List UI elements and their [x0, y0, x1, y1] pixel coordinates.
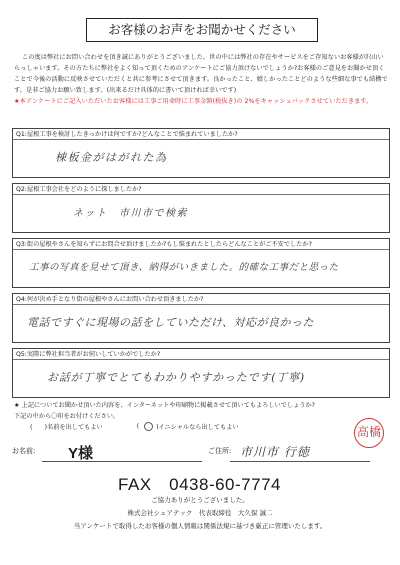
answer-text-q5: お話が丁寧でとてもわかりやすかったです(丁寧) — [47, 371, 305, 384]
option-initial-ok[interactable] — [137, 422, 239, 431]
intro-paragraph: この度は弊社にお問い合わせを頂き誠にありがとうございました。世の中には弊社の存在やサービスをご存知ないお客様が沢山いらっしゃいます。その方たちに弊社をよく知って頂くためのアンケートにご協力頂けないでしょうか?お客様のご意見をお聞かせ頂くことで今後の活動に反映させていただくと共に参考にさせて頂きます。良かったこと、嬉しかったことどのような些細な事でも結構です。是非ご協力お願い致します。(出来るだけ具体的に書いて頂ければ幸いです) — [14, 54, 388, 94]
seal-text: 高橋 — [356, 425, 381, 439]
publish-options — [30, 422, 239, 431]
name-field[interactable]: Y様 — [68, 445, 94, 462]
address-underline — [230, 461, 370, 462]
question-label-q5: Q5:実際に弊社担当者がお伺いしていかがでしたか? — [13, 349, 389, 360]
option-initial-paren: ( — [136, 423, 142, 430]
question-block-q2 — [12, 183, 390, 233]
question-label-q4: Q4:何が決め手となり街の屋根やさんにお問い合わせ頂きましたか? — [13, 294, 389, 305]
answer-text-q1: 棟板金がはがれた為 — [55, 151, 168, 164]
publish-question: ★ 上記についてお聞かせ頂いた内容を、インターネットや印刷物に掲載させて頂いてもよろしいでしょうか? — [14, 402, 315, 409]
publish-instruction: 下記の中から〇印をお付けください。 — [14, 413, 120, 420]
name-underline — [42, 461, 202, 462]
option-name-paren: ( — [30, 424, 43, 431]
question-block-q3 — [12, 238, 390, 288]
intro-section — [14, 52, 388, 107]
selected-circle-icon — [144, 422, 153, 431]
address-field[interactable]: 市川市 行徳 — [240, 445, 310, 459]
option-name-label: )名前を出してもよい — [44, 424, 103, 431]
question-label-q3: Q3:街の屋根やさんを知らずにお問合せ頂けましたか?もし悩まれたとしたらどんなことがご不安でしたか? — [13, 239, 389, 250]
footer-company: 株式会社シェアテック 代表取締役 大久保 誠二 — [127, 509, 273, 517]
answer-text-q2: ネット 市川市で検索 — [73, 208, 188, 219]
option-name-ok[interactable] — [30, 422, 103, 431]
answer-text-q4: 電話ですぐに現場の話をしていただけ、対応が良かった — [27, 316, 315, 329]
question-block-q1 — [12, 128, 390, 178]
option-initial-label: )イニシャルなら出してもよい — [156, 424, 239, 431]
page-title-text: お客様のお声をお聞かせください — [108, 22, 296, 37]
question-block-q5 — [12, 348, 390, 398]
answer-text-q3: 工事の写真を見せて頂き、納得がいきました。的確な工事だと思った — [29, 262, 339, 273]
footer-thanks: ご協力ありがとうございました。 — [151, 496, 249, 504]
page-title — [86, 18, 318, 42]
fax-number: FAX 0438-60-7774 — [118, 475, 281, 494]
footer-privacy: 当アンケートで取得したお客様の個人情報は関係法規に基づき厳正に管理いたします。 — [73, 522, 327, 530]
name-label: お名前: — [12, 447, 36, 455]
address-label: ご住所: — [208, 447, 232, 455]
question-label-q2: Q2:屋根工事会社をどのように探しましたか? — [13, 184, 389, 195]
question-label-q1: Q1:屋根工事を検討したきっかけは何ですか?どんなことで悩まれていましたか? — [13, 129, 389, 140]
question-block-q4 — [12, 293, 390, 343]
cashback-note: ★本アンケートにご記入いただいたお客様には工事ご用命時に工事金額(税抜き)の 2%をキャッシュバックさせていただきます。 — [14, 98, 373, 105]
customer-info-row — [12, 442, 390, 464]
